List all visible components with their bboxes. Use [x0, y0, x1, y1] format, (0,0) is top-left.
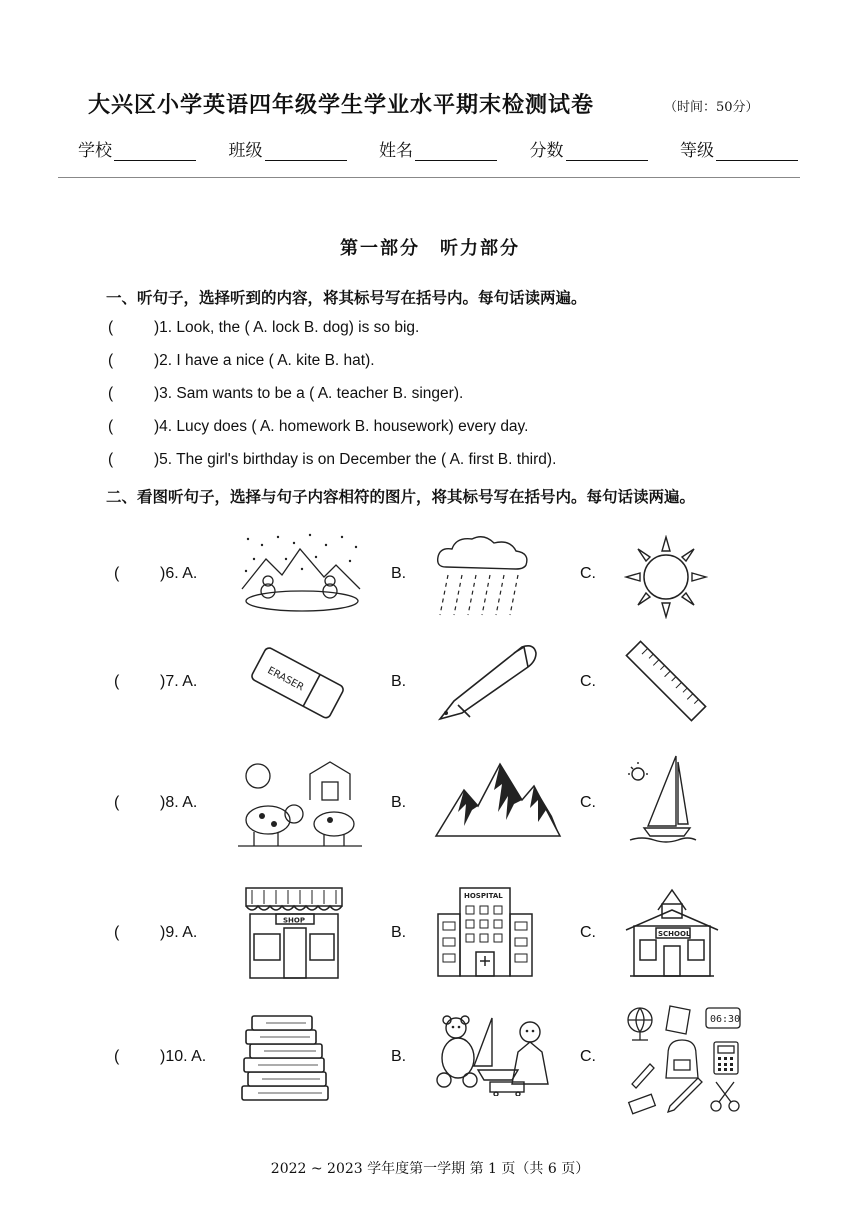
time-note: （时间：50分） — [664, 100, 759, 115]
rain-cloud-picture[interactable] — [432, 533, 532, 619]
option-b-label: B. — [391, 565, 407, 582]
option-c-label: C. — [580, 924, 596, 941]
picture-question-6 — [0, 525, 860, 645]
option-c-label: C. — [580, 673, 596, 690]
answer-paren[interactable]: ( — [114, 794, 120, 811]
answer-paren[interactable]: ( — [114, 924, 120, 941]
clock-text: 06:30 — [710, 1014, 741, 1025]
question-number: )10. A. — [160, 1048, 207, 1065]
sun-picture[interactable] — [624, 535, 708, 619]
school-things-picture[interactable] — [624, 1002, 746, 1116]
header-divider — [58, 177, 800, 178]
hospital-sign-text: HOSPITAL — [464, 892, 503, 900]
question-1 — [108, 319, 419, 337]
option-b-label: B. — [391, 924, 407, 941]
answer-paren[interactable]: ( — [114, 673, 120, 690]
question-4 — [108, 418, 528, 436]
answer-paren[interactable]: ( — [108, 418, 114, 435]
picture-question-8 — [0, 750, 860, 870]
pen-picture[interactable] — [432, 639, 544, 725]
option-c-label: C. — [580, 794, 596, 811]
question-text: )3. Sam wants to be a ( A. teacher B. singer). — [154, 385, 464, 402]
class-blank[interactable] — [265, 142, 347, 161]
name-label: 姓名 — [379, 141, 413, 161]
question-number: )6. A. — [160, 565, 198, 582]
score-field[interactable] — [530, 136, 648, 161]
answer-paren[interactable]: ( — [108, 385, 114, 402]
question-number: )8. A. — [160, 794, 198, 811]
shop-sign-text: SHOP — [283, 916, 305, 925]
option-b-label: B. — [391, 1048, 407, 1065]
grade-blank[interactable] — [716, 142, 798, 161]
student-info-row — [78, 136, 798, 161]
picture-question-9 — [0, 880, 860, 1000]
option-c-label: C. — [580, 1048, 596, 1065]
sailboat-picture[interactable] — [626, 752, 698, 848]
eraser-picture[interactable] — [240, 641, 356, 723]
score-label: 分数 — [529, 141, 564, 161]
picture-question-10 — [0, 1002, 860, 1122]
name-field[interactable] — [379, 136, 497, 161]
answer-paren[interactable]: ( — [108, 451, 114, 468]
books-picture[interactable] — [238, 1012, 332, 1104]
answer-paren[interactable]: ( — [108, 319, 114, 336]
school-sign-text: SCHOOL — [658, 930, 691, 938]
school-label: 学校 — [78, 141, 112, 161]
school-field[interactable] — [78, 136, 196, 161]
question-text: )1. Look, the ( A. lock B. dog) is so big. — [154, 319, 420, 336]
page-footer: 2022 ~ 2023 学年度第一学期 第 1 页（共 6 页） — [270, 1161, 590, 1177]
score-blank[interactable] — [566, 142, 648, 161]
snowy-landscape-picture[interactable] — [238, 531, 364, 615]
section1-title: 一、听句子，选择听到的内容，将其标号写在括号内。每句话读两遍。 — [106, 289, 587, 307]
hospital-picture[interactable] — [434, 886, 536, 978]
grade-label: 等级 — [680, 141, 714, 161]
mountains-picture[interactable] — [434, 760, 562, 840]
section2-title: 二、看图听句子，选择与句子内容相符的图片，将其标号写在括号内。每句话读两遍。 — [106, 488, 696, 506]
question-text: )2. I have a nice ( A. kite B. hat). — [154, 352, 375, 369]
class-field[interactable] — [229, 136, 347, 161]
answer-paren[interactable]: ( — [114, 565, 120, 582]
farm-picture[interactable] — [238, 756, 362, 850]
question-number: )7. A. — [160, 673, 198, 690]
exam-title: 大兴区小学英语四年级学生学业水平期末检测试卷 — [88, 92, 595, 118]
option-c-label: C. — [580, 565, 596, 582]
eraser-text: ERASER — [265, 665, 306, 694]
school-blank[interactable] — [114, 142, 196, 161]
question-text: )5. The girl's birthday is on December the ( A. first B. third). — [154, 451, 557, 468]
question-text: )4. Lucy does ( A. homework B. housework) every day. — [154, 418, 529, 435]
class-label: 班级 — [228, 141, 263, 161]
option-b-label: B. — [391, 673, 407, 690]
question-5 — [108, 451, 556, 469]
answer-paren[interactable]: ( — [114, 1048, 120, 1065]
grade-field[interactable] — [680, 136, 798, 161]
picture-question-7 — [0, 633, 860, 753]
ruler-picture[interactable] — [624, 639, 708, 723]
part-title: 第一部分 听力部分 — [340, 238, 520, 259]
option-b-label: B. — [391, 794, 407, 811]
school-picture[interactable] — [624, 884, 720, 980]
name-blank[interactable] — [415, 142, 497, 161]
answer-paren[interactable]: ( — [108, 352, 114, 369]
question-number: )9. A. — [160, 924, 198, 941]
toys-picture[interactable] — [434, 1012, 558, 1096]
question-3 — [108, 385, 463, 403]
question-2 — [108, 352, 375, 370]
shop-picture[interactable] — [240, 884, 348, 980]
